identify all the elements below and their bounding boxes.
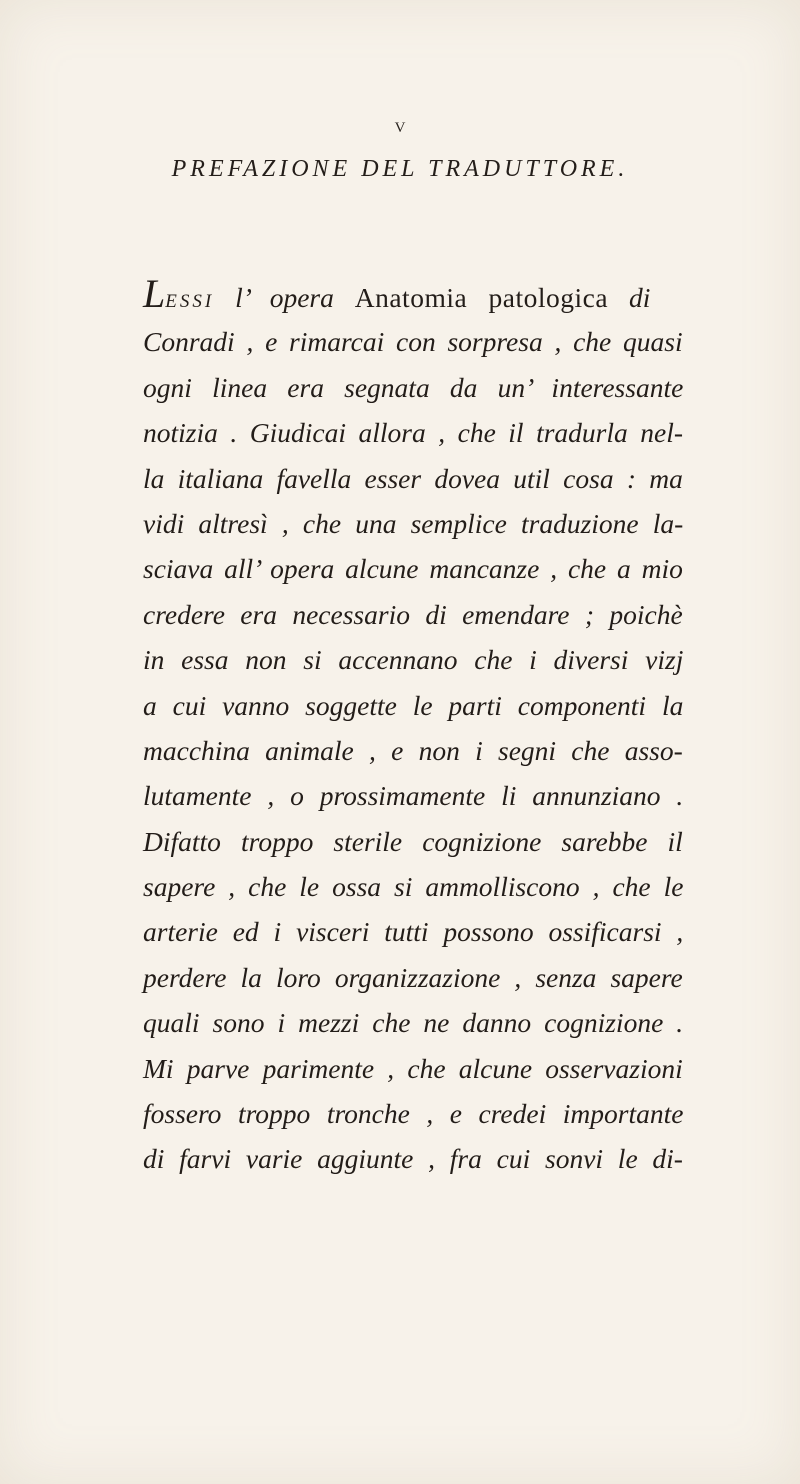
text-line: in essa non si accennano che i diversi vizj: [143, 644, 684, 676]
text-line: Mi parve parimente , che alcune osservazioni: [143, 1052, 683, 1084]
small-caps-word: ESSI: [165, 291, 215, 312]
text-fragment: l’ opera: [214, 282, 355, 313]
body-text: [143, 271, 684, 1182]
text-line: perdere la loro organizzazione , senza sapere: [143, 961, 683, 993]
text-line: Difatto troppo sterile cognizione sarebbe il: [143, 825, 683, 857]
text-line: credere era necessario di emendare ; poichè: [143, 598, 683, 630]
text-line: vidi altresì , che una semplice traduzione la-: [143, 507, 684, 539]
text-line: notizia . Giudicai allora , che il tradurla nel-: [143, 417, 684, 449]
text-line-1: [143, 271, 683, 319]
page-number: V: [394, 120, 406, 136]
text-line: fossero troppo tronche , e credei importante: [143, 1098, 684, 1130]
page-heading: PREFAZIONE DEL TRADUTTORE.: [171, 156, 629, 182]
text-line: a cui vanno soggette le parti componenti la: [143, 689, 684, 721]
book-title-roman: Anatomia patologica: [354, 282, 609, 313]
text-line: di farvi varie aggiunte , fra cui sonvi le di-: [143, 1143, 683, 1175]
text-fragment: di: [608, 282, 651, 313]
text-line: ogni linea era segnata da un’ interessante: [143, 371, 684, 403]
drop-cap: L: [143, 271, 166, 316]
text-line: lutamente , o prossimamente li annunziano .: [143, 780, 684, 812]
text-line: quali sono i mezzi che ne danno cognizione .: [143, 1007, 684, 1039]
text-line: macchina animale , e non i segni che asso-: [143, 734, 683, 766]
text-line: sapere , che le ossa si ammolliscono , che le: [143, 871, 684, 903]
text-line: arterie ed i visceri tutti possono ossificarsi ,: [143, 916, 684, 948]
text-line: sciava all’ opera alcune mancanze , che a mio: [143, 553, 683, 585]
text-line: la italiana favella esser dovea util cosa : ma: [143, 462, 683, 494]
text-line: Conradi , e rimarcai con sorpresa , che quasi: [143, 326, 683, 358]
